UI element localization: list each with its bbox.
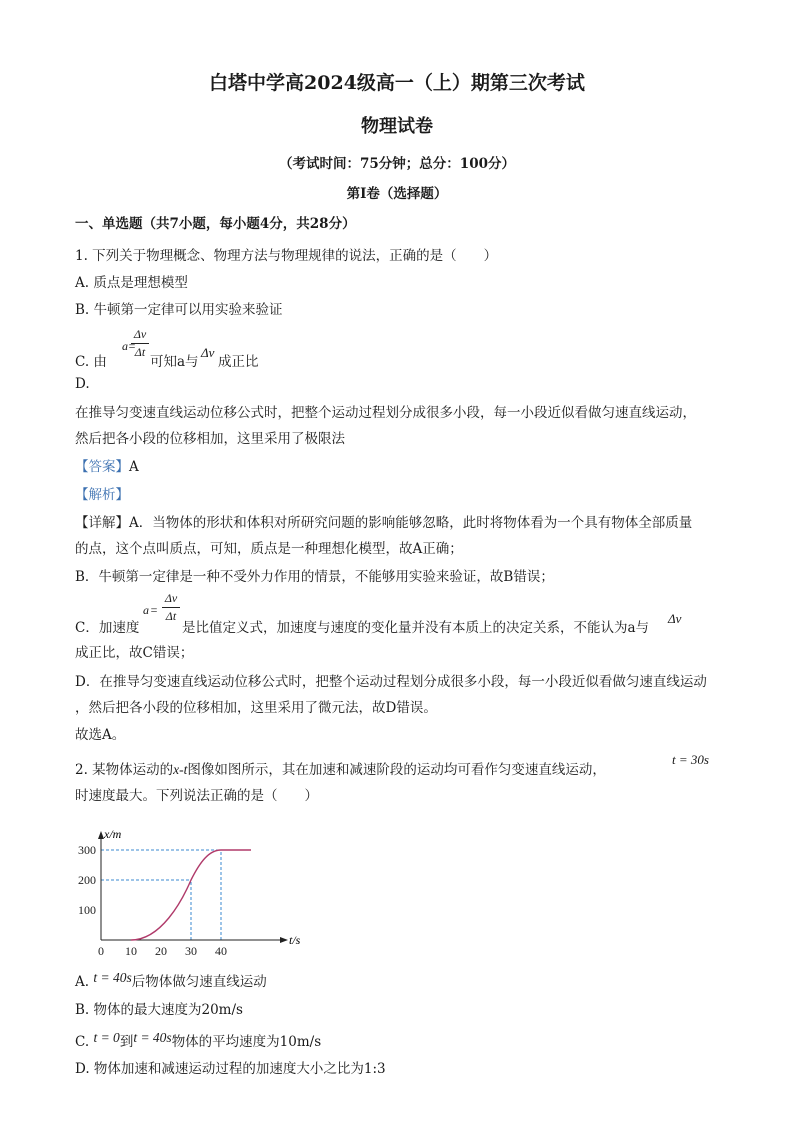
q1-option-c-end: 成正比 [218,354,259,370]
q1-option-d-line1: 在推导匀变速直线运动位移公式时，把整个运动过程划分成很多小段，每一小段近似看做匀速直线运动， [75,405,696,421]
q1-option-d-line2: 然后把各小段的位移相加，这里采用了极限法 [75,431,345,447]
formula-eq: = [128,339,136,353]
q2-option-c-prefix: C. [75,1034,90,1050]
q2-stem-xt: x-t [173,762,188,777]
volume-title: 第Ⅰ卷（选择题） [346,186,448,202]
q1-detail-b: B．牛顿第一定律是一种不受外力作用的情景，不能够用实验来验证，故B错误； [75,569,554,585]
q2-option-c-mid: 到 [119,1034,134,1050]
formula-bar-2 [162,607,180,608]
q2-option-c-t40: t = 40s [133,1030,172,1045]
detail-label: 【详解】 [75,515,129,531]
y-tick-label: 200 [78,873,96,887]
formula-delta-t: Δt [134,345,146,359]
q1-option-a: A. 质点是理想模型 [75,275,188,291]
formula-delta-v: Δv [133,327,147,341]
chart-axes [98,831,288,943]
q1-stem: 1. 下列关于物理概念、物理方法与物理规律的说法，正确的是（ ） [75,248,498,264]
formula-delta-t-2: Δt [165,609,177,623]
y-tick-label: 300 [78,843,96,857]
answer-value: A [129,459,139,475]
q1-option-c-dv: Δv [201,345,215,360]
y-axis-label: x/m [104,827,122,841]
q1-detail-a-line2: 的点，这个点叫质点，可知，质点是一种理想化模型，故A正确； [75,541,463,557]
x-axis-arrow [280,937,288,943]
formula-bar [131,343,149,344]
q2-option-d: D. 物体加速和减速运动过程的加速度大小之比为1:3 [75,1061,386,1077]
q1-detail-c-prefix: C．加速度 [75,620,140,636]
q2-option-a-t: t = 40s [93,970,132,985]
analysis-label: 【解析】 [75,487,129,503]
q2-option-c-suffix: 物体的平均速度为10m/s [171,1034,322,1050]
q1-option-c-prefix: C. 由 [75,354,107,370]
y-tick-label: 100 [78,903,96,917]
x-tick-label: 10 [125,944,137,958]
q1-detail-c-dv: Δv [668,611,682,626]
q2-option-a-prefix: A. [75,974,90,990]
formula-delta-v-2: Δv [164,591,178,605]
q2-option-a [75,970,267,990]
x-axis-label: t/s [289,933,301,947]
q1-detail-d-line2: ，然后把各小段的位移相加，这里采用了微元法，故D错误。 [75,700,437,716]
q2-stem-t30: t = 30s [672,752,709,767]
formula-eq-2: = [150,603,158,617]
detail-a-text: A．当物体的形状和体积对所研究问题的影响能够忽略，此时将物体看为一个具有物体全部质量 [129,515,693,531]
q2-stem-line1 [75,758,606,778]
subject-title: 物理试卷 [361,116,433,137]
q1-detail-a-line1 [75,511,692,531]
section-heading: 一、单选题（共7小题，每小题4分，共28分） [75,216,356,232]
q1-conclusion: 故选A。 [75,727,126,743]
q2-stem-b: 图像如图所示，其在加速和减速阶段的运动均可看作匀变速直线运动， [187,762,606,778]
q2-option-c-t0: t = 0 [93,1030,120,1045]
q1-detail-d-line1: D．在推导匀变速直线运动位移公式时，把整个运动过程划分成很多小段，每一小段近似看做匀速直线运动 [75,674,707,690]
x-tick-label: 20 [155,944,167,958]
answer-label: 【答案】 [75,459,129,475]
xt-chart [68,808,308,958]
formula-a-2: a [143,603,149,617]
q1-option-d-label: D. [75,376,90,392]
q2-option-c [75,1030,321,1050]
q1-answer [75,455,139,475]
chart-ticks [78,843,227,958]
x-tick-label: 40 [215,944,227,958]
formula-a: a [122,339,128,353]
q2-option-b: B. 物体的最大速度为20m/s [75,1002,243,1018]
q1-detail-c-line2: 成正比，故C错误； [75,645,194,661]
q2-stem-a: 2. 某物体运动的 [75,762,174,778]
exam-title: 白塔中学高2024级高一（上）期第三次考试 [209,72,585,94]
q1-option-b: B. 牛顿第一定律可以用实验来验证 [75,302,283,318]
q1-detail-c-mid: 是比值定义式，加速度与速度的变化量并没有本质上的决定关系，不能认为a与 [182,620,650,636]
x-tick-label: 0 [98,944,104,958]
q2-option-a-suffix: 后物体做匀速直线运动 [131,974,267,990]
q1-option-c-suffix: 可知a与 [150,354,199,370]
q2-stem-line2: 时速度最大。下列说法正确的是（ ） [75,788,318,804]
x-tick-label: 30 [185,944,197,958]
exam-info: （考试时间：75分钟；总分：100分） [279,156,515,172]
